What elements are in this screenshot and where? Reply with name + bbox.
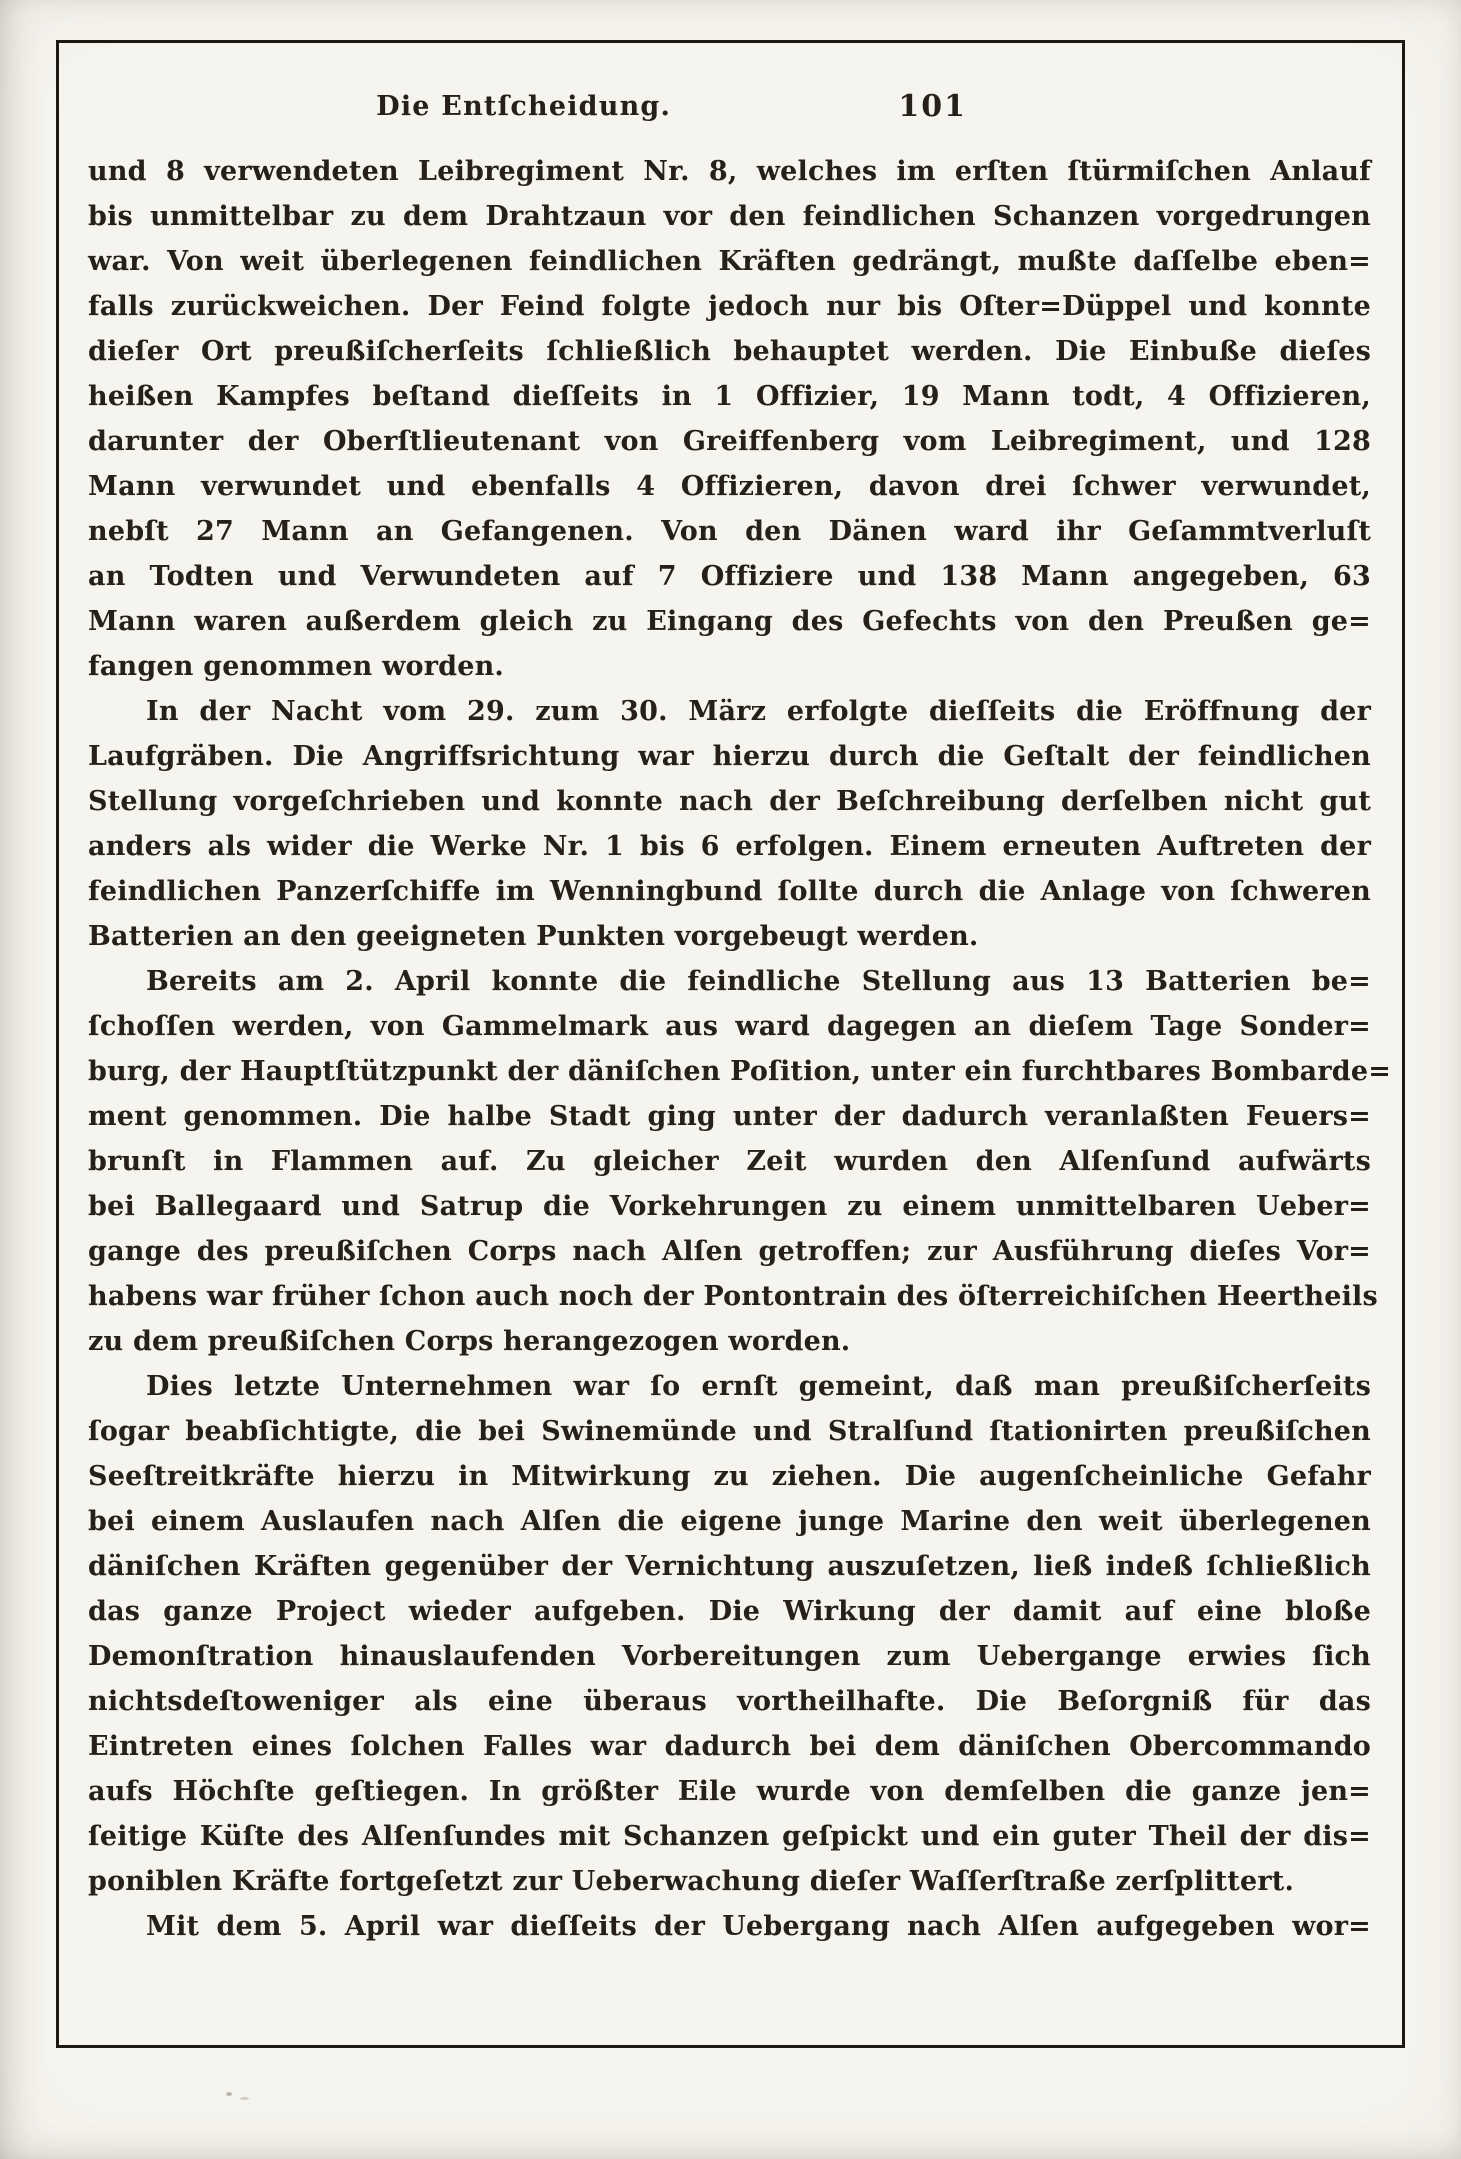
text-line: bei einem Auslaufen nach Alſen die eigene junge Marine den weit überlegenen bbox=[88, 1506, 1371, 1537]
text-line: darunter der Oberſtlieutenant von Greiffenberg vom Leibregiment, und 128 bbox=[88, 426, 1371, 457]
page-number: 101 bbox=[898, 89, 967, 124]
text-line: poniblen Kräfte fortgeſetzt zur Ueberwachung dieſer Waſſerſtraße zerſplittert. bbox=[88, 1866, 1295, 1897]
text-line: burg, der Hauptſtützpunkt der däniſchen Poſition, unter ein furchtbares Bombarde= bbox=[88, 1056, 1392, 1087]
text-line: habens war früher ſchon auch noch der Pontontrain des öſterreichiſchen Heertheils bbox=[88, 1281, 1378, 1312]
text-line: däniſchen Kräften gegenüber der Vernichtung auszuſetzen, ließ indeß ſchließlich bbox=[88, 1551, 1371, 1582]
text-line: Mit dem 5. April war dieſſeits der Uebergang nach Alſen aufgegeben wor= bbox=[146, 1911, 1371, 1942]
text-line: bei Ballegaard und Satrup die Vorkehrungen zu einem unmittelbaren Ueber= bbox=[88, 1191, 1371, 1222]
text-line: nichtsdeſtoweniger als eine überaus vortheilhafte. Die Beſorgniß für das bbox=[88, 1686, 1371, 1717]
text-line: Stellung vorgeſchrieben und konnte nach der Beſchreibung derſelben nicht gut bbox=[88, 786, 1371, 817]
text-line: Mann verwundet und ebenfalls 4 Offizieren, davon drei ſchwer verwundet, bbox=[88, 471, 1371, 502]
paragraph bbox=[88, 1364, 1371, 1904]
text-line: gange des preußiſchen Corps nach Alſen getroffen; zur Ausführung dieſes Vor= bbox=[88, 1236, 1371, 1267]
text-block bbox=[88, 149, 1392, 1949]
text-line: Mann waren außerdem gleich zu Eingang des Gefechts von den Preußen ge= bbox=[88, 606, 1371, 637]
text-line: brunſt in Flammen auf. Zu gleicher Zeit wurden den Alſenſund aufwärts bbox=[88, 1146, 1371, 1177]
text-line: Eintreten eines ſolchen Falles war dadurch bei dem däniſchen Obercommando bbox=[88, 1731, 1371, 1762]
scan-speck bbox=[226, 2092, 232, 2096]
text-line: Laufgräben. Die Angriffsrichtung war hierzu durch die Geſtalt der feindlichen bbox=[88, 741, 1371, 772]
text-line: In der Nacht vom 29. zum 30. März erfolgte dieſſeits die Eröffnung der bbox=[146, 696, 1371, 727]
text-line: ſogar beabſichtigte, die bei Swinemünde und Stralſund ſtationirten preußiſchen bbox=[88, 1416, 1371, 1447]
paragraph bbox=[88, 1904, 1371, 1949]
paragraph bbox=[88, 689, 1371, 959]
text-line: fangen genommen worden. bbox=[88, 651, 505, 682]
text-line: anders als wider die Werke Nr. 1 bis 6 erfolgen. Einem erneuten Auftreten der bbox=[88, 831, 1371, 862]
paragraph bbox=[88, 149, 1371, 689]
text-line: feindlichen Panzerſchiffe im Wenningbund ſollte durch die Anlage von ſchweren bbox=[88, 876, 1371, 907]
text-line: heißen Kampfes beſtand dieſſeits in 1 Offizier, 19 Mann todt, 4 Offizieren, bbox=[88, 381, 1371, 412]
page-title: Die Entſcheidung. bbox=[376, 91, 672, 122]
page-frame bbox=[56, 40, 1405, 2048]
text-line: nebſt 27 Mann an Gefangenen. Von den Dänen ward ihr Geſammtverluſt bbox=[88, 516, 1371, 547]
text-line: aufs Höchſte geſtiegen. In größter Eile wurde von demſelben die ganze jen= bbox=[88, 1776, 1371, 1807]
text-line: und 8 verwendeten Leibregiment Nr. 8, welches im erſten ſtürmiſchen Anlauf bbox=[88, 156, 1371, 187]
text-line: falls zurückweichen. Der Feind folgte jedoch nur bis Oſter=Düppel und konnte bbox=[88, 291, 1371, 322]
text-line: ment genommen. Die halbe Stadt ging unter der dadurch veranlaßten Feuers= bbox=[88, 1101, 1371, 1132]
running-header bbox=[59, 91, 1402, 129]
text-line: dieſer Ort preußiſcherſeits ſchließlich behauptet werden. Die Einbuße dieſes bbox=[88, 336, 1371, 367]
text-line: bis unmittelbar zu dem Drahtzaun vor den feindlichen Schanzen vorgedrungen bbox=[88, 201, 1371, 232]
text-line: an Todten und Verwundeten auf 7 Offiziere und 138 Mann angegeben, 63 bbox=[88, 561, 1371, 592]
text-line: zu dem preußiſchen Corps herangezogen worden. bbox=[88, 1326, 851, 1357]
scan-speck bbox=[240, 2097, 249, 2100]
text-line: Batterien an den geeigneten Punkten vorgebeugt werden. bbox=[88, 921, 979, 952]
text-line: ſchoſſen werden, von Gammelmark aus ward dagegen an dieſem Tage Sonder= bbox=[88, 1011, 1371, 1042]
text-line: war. Von weit überlegenen feindlichen Kräften gedrängt, mußte daſſelbe eben= bbox=[88, 246, 1371, 277]
paragraph bbox=[88, 959, 1392, 1364]
text-line: Seeſtreitkräfte hierzu in Mitwirkung zu ziehen. Die augenſcheinliche Gefahr bbox=[88, 1461, 1371, 1492]
text-line: das ganze Project wieder aufgeben. Die Wirkung der damit auf eine bloße bbox=[88, 1596, 1371, 1627]
text-line: Demonſtration hinauslaufenden Vorbereitungen zum Uebergange erwies ſich bbox=[88, 1641, 1371, 1672]
text-line: Bereits am 2. April konnte die feindliche Stellung aus 13 Batterien be= bbox=[146, 966, 1371, 997]
text-line: Dies letzte Unternehmen war ſo ernſt gemeint, daß man preußiſcherſeits bbox=[146, 1371, 1371, 1402]
text-line: ſeitige Küſte des Alſenſundes mit Schanzen geſpickt und ein guter Theil der dis= bbox=[88, 1821, 1371, 1852]
